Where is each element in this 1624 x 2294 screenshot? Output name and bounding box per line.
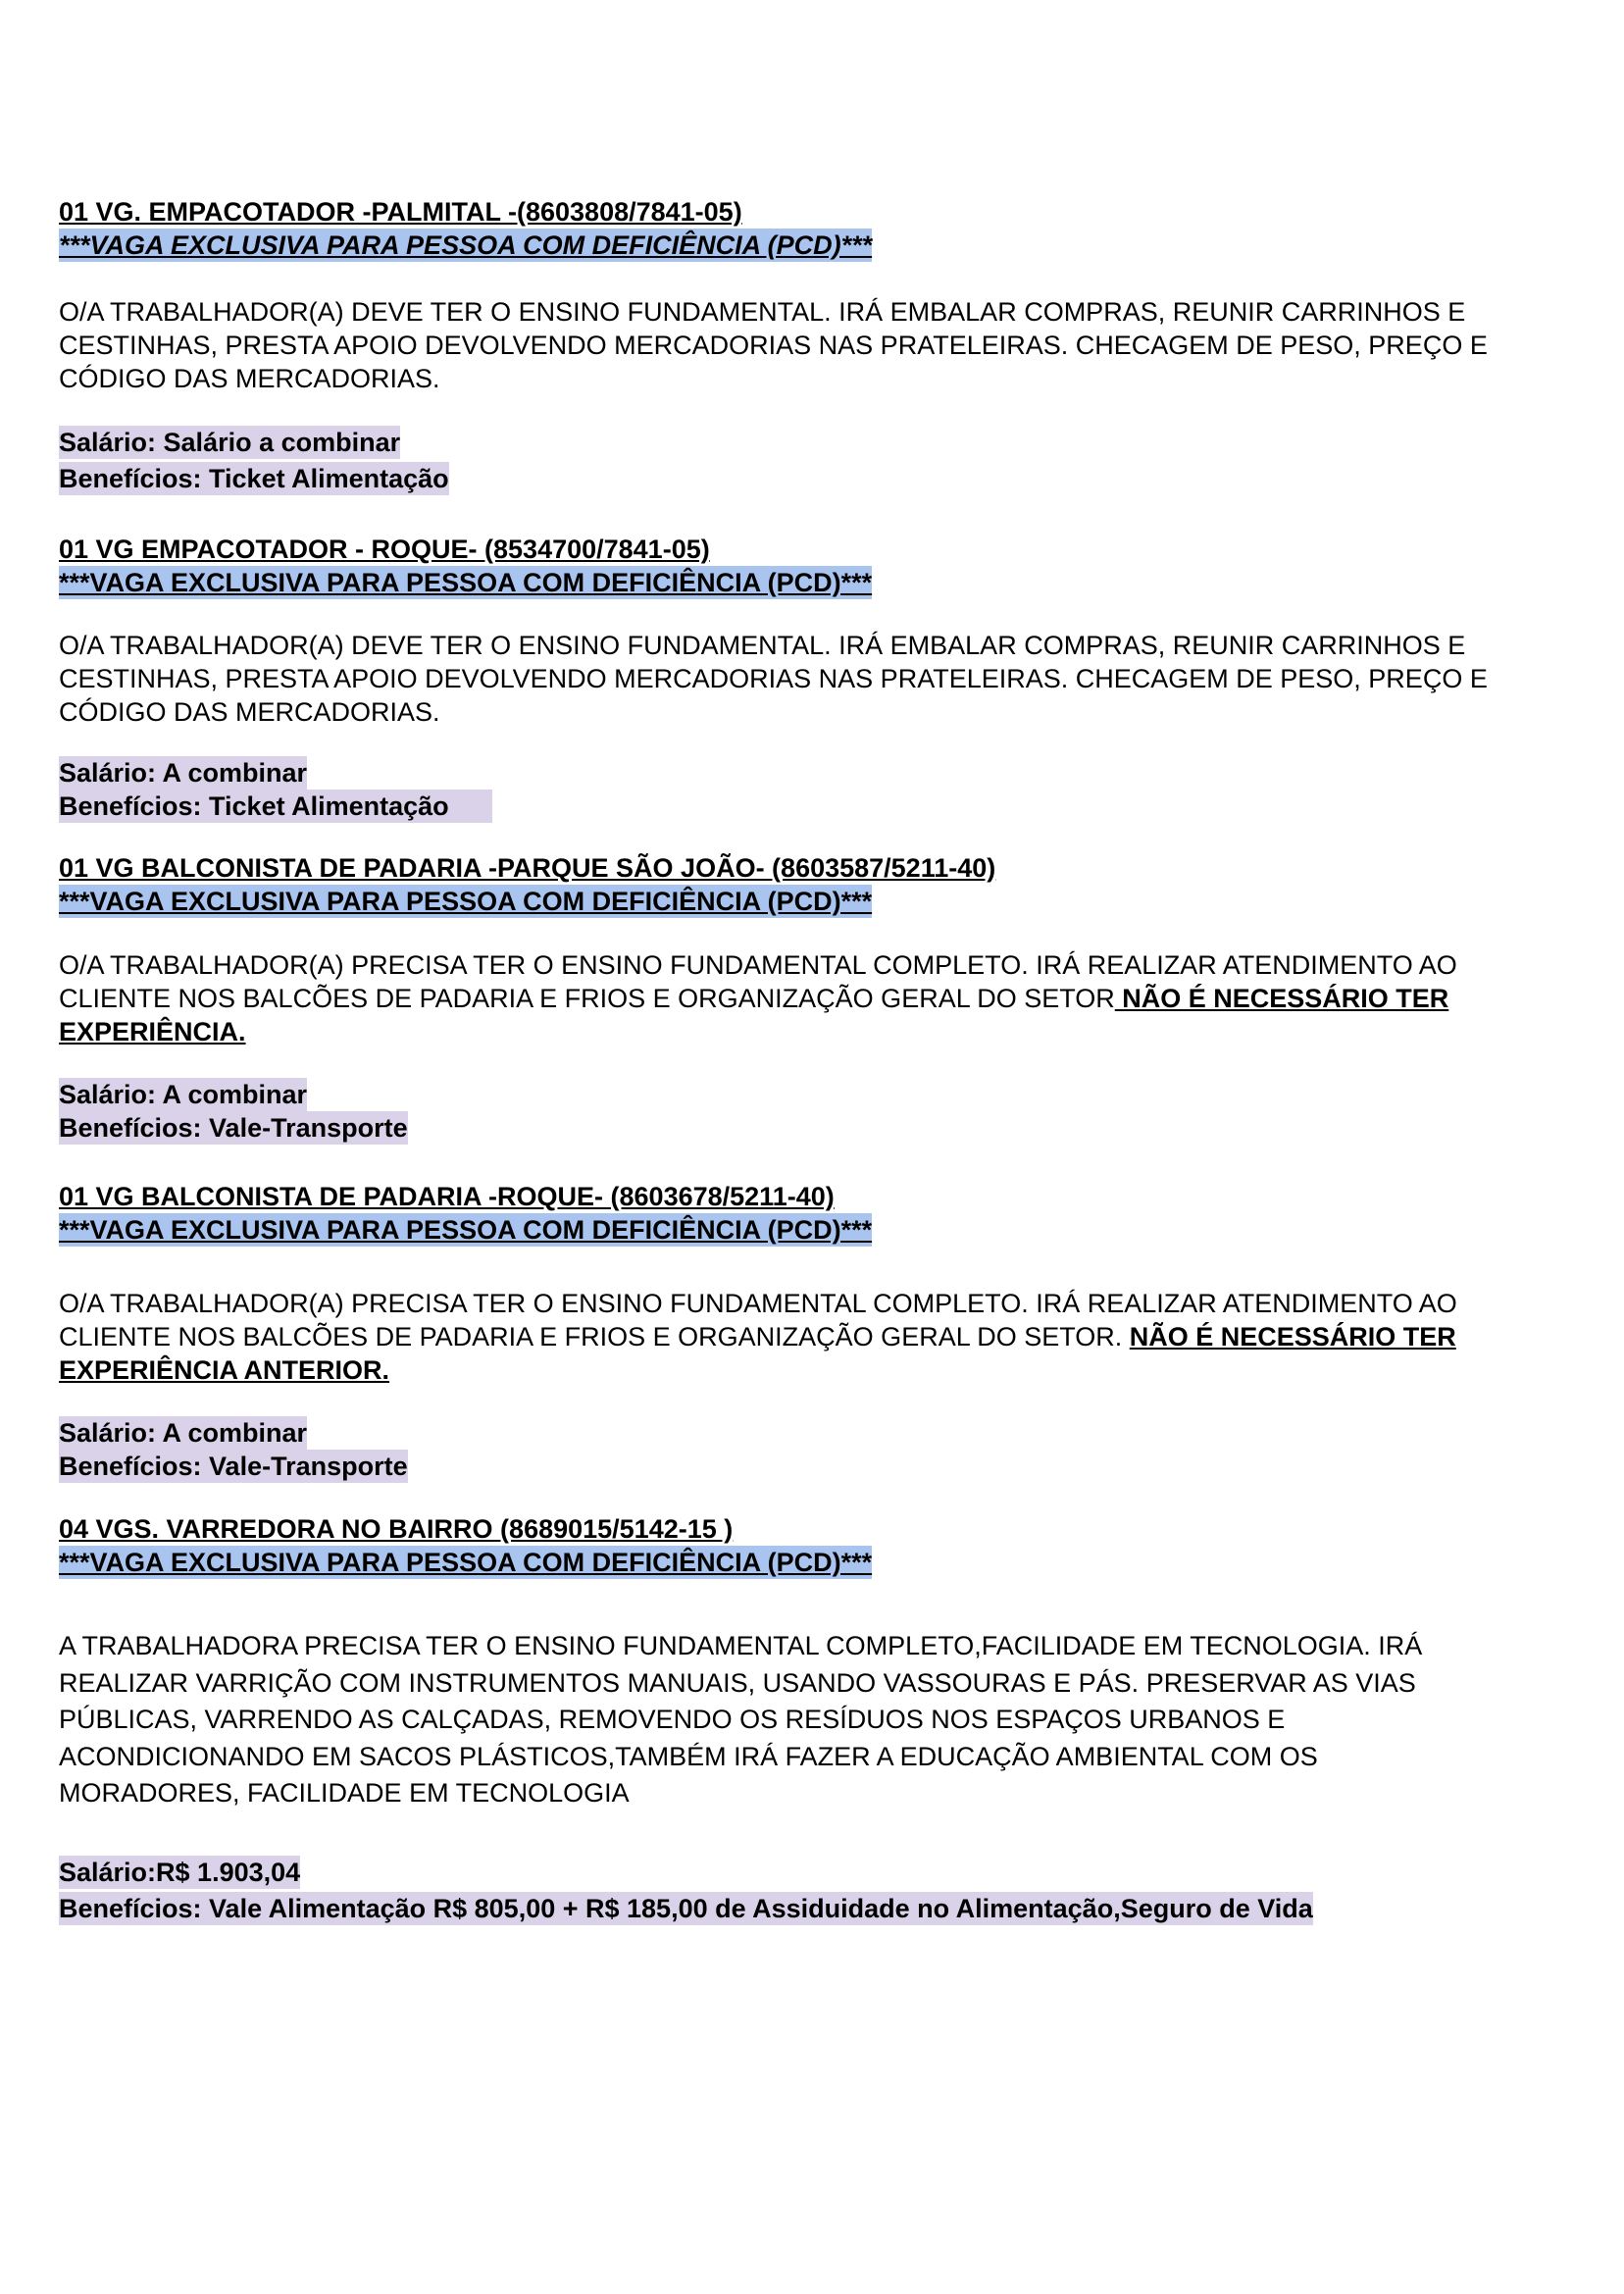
job-posting — [59, 1180, 1565, 1483]
job-title: 01 VG. EMPACOTADOR -PALMITAL -(8603808/7841-05) — [59, 197, 742, 227]
experience-note: NÃO É NECESSÁRIO TER — [1114, 984, 1449, 1013]
job-description-text: CLIENTE NOS BALCÕES DE PADARIA E FRIOS E ORGANIZAÇÃO GERAL DO SETOR — [59, 984, 1115, 1013]
job-description-line — [59, 982, 1565, 1015]
benefits-label: Benefícios: Ticket Alimentação — [59, 464, 449, 493]
pcd-notice: ***VAGA EXCLUSIVA PARA PESSOA COM DEFICIÊNCIA (PCD)*** — [59, 1548, 873, 1577]
benefits-label: Benefícios: Vale Alimentação R$ 805,00 + R$ 185,00 de Assiduidade no Alimentação,Seguro de Vida — [59, 1893, 1313, 1923]
job-description-line: CESTINHAS, PRESTA APOIO DEVOLVENDO MERCADORIAS NAS PRATELEIRAS. CHECAGEM DE PESO, PREÇO E — [59, 664, 1488, 693]
job-posting — [59, 1512, 1565, 1925]
job-description-line — [59, 1320, 1565, 1353]
job-description-line: O/A TRABALHADOR(A) DEVE TER O ENSINO FUNDAMENTAL. IRÁ EMBALAR COMPRAS, REUNIR CARRINHOS E — [59, 631, 1466, 660]
job-title: 04 VGS. VARREDORA NO BAIRRO (8689015/5142-15 ) — [59, 1514, 734, 1544]
job-description-text: CLIENTE NOS BALCÕES DE PADARIA E FRIOS E ORGANIZAÇÃO GERAL DO SETOR. — [59, 1322, 1130, 1351]
benefits-label: Benefícios: Vale-Transporte — [59, 1113, 408, 1143]
job-title: 01 VG BALCONISTA DE PADARIA -ROQUE- (8603678/5211-40) — [59, 1182, 835, 1211]
benefits-label: Benefícios: Vale-Transporte — [59, 1452, 408, 1481]
salary-label: Salário:R$ 1.903,04 — [59, 1857, 301, 1887]
job-description-line: CÓDIGO DAS MERCADORIAS. — [59, 364, 440, 393]
experience-note: EXPERIÊNCIA. — [59, 1017, 246, 1046]
pcd-notice: ***VAGA EXCLUSIVA PARA PESSOA COM DEFICIÊNCIA (PCD)*** — [59, 1215, 873, 1245]
salary-label: Salário: A combinar — [59, 758, 308, 788]
job-description-line: ACONDICIONANDO EM SACOS PLÁSTICOS,TAMBÉM IRÁ FAZER A EDUCAÇÃO AMBIENTAL COM OS — [59, 1741, 1318, 1771]
job-description-line: O/A TRABALHADOR(A) PRECISA TER O ENSINO FUNDAMENTAL COMPLETO. IRÁ REALIZAR ATENDIMENTO AO — [59, 1289, 1457, 1318]
pcd-notice: ***VAGA EXCLUSIVA PARA PESSOA COM DEFICIÊNCIA (PCD)*** — [59, 887, 873, 916]
job-description-line: CESTINHAS, PRESTA APOIO DEVOLVENDO MERCADORIAS NAS PRATELEIRAS. CHECAGEM DE PESO, PREÇO E — [59, 331, 1488, 360]
job-description-line: O/A TRABALHADOR(A) PRECISA TER O ENSINO FUNDAMENTAL COMPLETO. IRÁ REALIZAR ATENDIMENTO AO — [59, 950, 1457, 980]
job-description-line: O/A TRABALHADOR(A) DEVE TER O ENSINO FUNDAMENTAL. IRÁ EMBALAR COMPRAS, REUNIR CARRINHOS E — [59, 297, 1466, 327]
job-description-line: MORADORES, FACILIDADE EM TECNOLOGIA — [59, 1778, 630, 1808]
benefits-label: Benefícios: Ticket Alimentação — [59, 790, 492, 823]
salary-label: Salário: A combinar — [59, 1080, 308, 1109]
experience-note: EXPERIÊNCIA ANTERIOR. — [59, 1355, 390, 1385]
job-posting — [59, 851, 1565, 1145]
job-description-line: REALIZAR VARRIÇÃO COM INSTRUMENTOS MANUAIS, USANDO VASSOURAS E PÁS. PRESERVAR AS VIAS — [59, 1667, 1416, 1698]
salary-label: Salário: A combinar — [59, 1418, 308, 1448]
job-title: 01 VG BALCONISTA DE PADARIA -PARQUE SÃO JOÃO- (8603587/5211-40) — [59, 853, 996, 883]
job-description-line: CÓDIGO DAS MERCADORIAS. — [59, 697, 440, 727]
pcd-notice: ***VAGA EXCLUSIVA PARA PESSOA COM DEFICIÊNCIA (PCD)*** — [59, 568, 873, 597]
job-posting — [59, 533, 1565, 823]
experience-note: NÃO É NECESSÁRIO TER — [1129, 1322, 1456, 1351]
job-posting — [59, 195, 1565, 495]
job-title: 01 VG EMPACOTADOR - ROQUE- (8534700/7841-05) — [59, 535, 710, 564]
salary-label: Salário: Salário a combinar — [59, 428, 401, 457]
job-description-line: A TRABALHADORA PRECISA TER O ENSINO FUNDAMENTAL COMPLETO,FACILIDADE EM TECNOLOGIA. IRÁ — [59, 1631, 1423, 1660]
job-description-line: PÚBLICAS, VARRENDO AS CALÇADAS, REMOVENDO OS RESÍDUOS NOS ESPAÇOS URBANOS E — [59, 1705, 1286, 1734]
pcd-notice: ***VAGA EXCLUSIVA PARA PESSOA COM DEFICIÊNCIA (PCD)*** — [59, 230, 873, 260]
